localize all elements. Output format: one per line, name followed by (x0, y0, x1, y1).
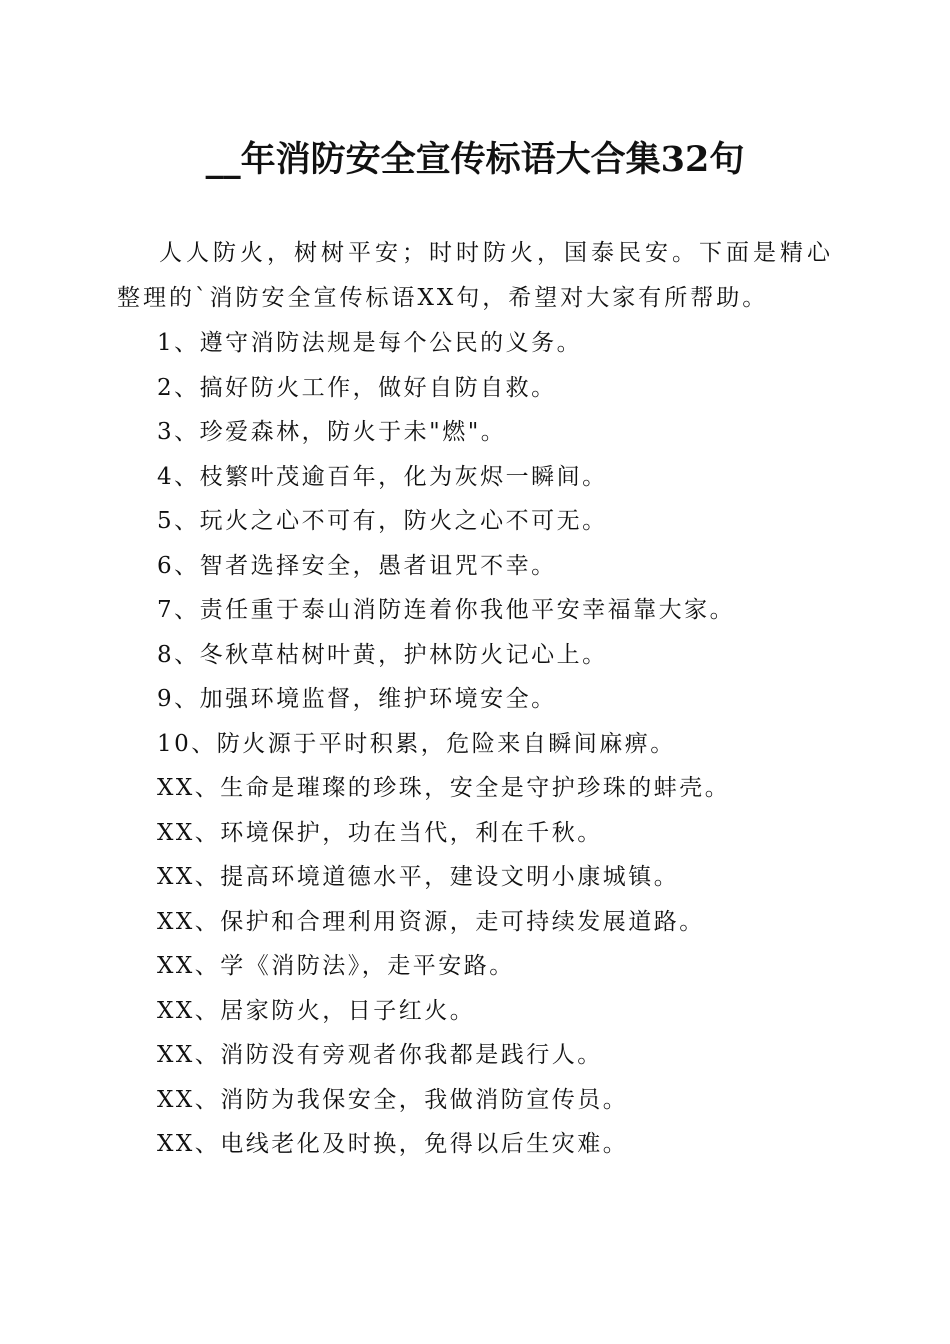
slogan-item: XX、环境保护，功在当代，利在千秋。 (157, 819, 603, 846)
slogan-item: XX、提高环境道德水平，建设文明小康城镇。 (157, 864, 680, 890)
slogan-item: 1、遵守消防法规是每个公民的义务。 (157, 330, 583, 356)
slogan-item: 6、智者选择安全，愚者诅咒不幸。 (157, 552, 557, 579)
slogan-item: XX、保护和合理利用资源，走可持续发展道路。 (157, 908, 705, 935)
slogan-item: 4、枝繁叶茂逾百年，化为灰烬一瞬间。 (157, 463, 608, 490)
slogan-item: 2、搞好防火工作，做好自防自救。 (157, 374, 557, 401)
slogan-item: 5、玩火之心不可有，防火之心不可无。 (157, 508, 608, 534)
slogan-item: XX、消防没有旁观者你我都是践行人。 (157, 1042, 603, 1068)
slogan-item: XX、电线老化及时换，免得以后生灾难。 (157, 1131, 629, 1157)
slogan-item: 7、责任重于泰山消防连着你我他平安幸福靠大家。 (157, 597, 736, 623)
slogan-item: XX、居家防火，日子红火。 (157, 997, 476, 1024)
slogan-item: XX、学《消防法》，走平安路。 (157, 953, 515, 979)
slogan-item: 10、防火源于平时积累，危险来自瞬间麻痹。 (157, 730, 676, 757)
intro-paragraph: 人人防火，树树平安；时时防火，国泰民安。下面是精心整理的`消防安全宣传标语XX句，希望对大家有所帮助。 (117, 240, 833, 311)
document-body (117, 231, 833, 1167)
slogan-item: 9、加强环境监督，维护环境安全。 (157, 686, 557, 712)
slogan-item: XX、生命是璀璨的珍珠，安全是守护珍珠的蚌壳。 (157, 775, 731, 801)
slogan-item: 3、珍爱森林，防火于未"燃"。 (157, 419, 507, 445)
slogan-list (117, 321, 833, 1167)
slogan-item: XX、消防为我保安全，我做消防宣传员。 (157, 1086, 629, 1113)
document-title: __年消防安全宣传标语大合集32句 (205, 139, 745, 180)
slogan-item: 8、冬秋草枯树叶黄，护林防火记心上。 (157, 641, 608, 668)
